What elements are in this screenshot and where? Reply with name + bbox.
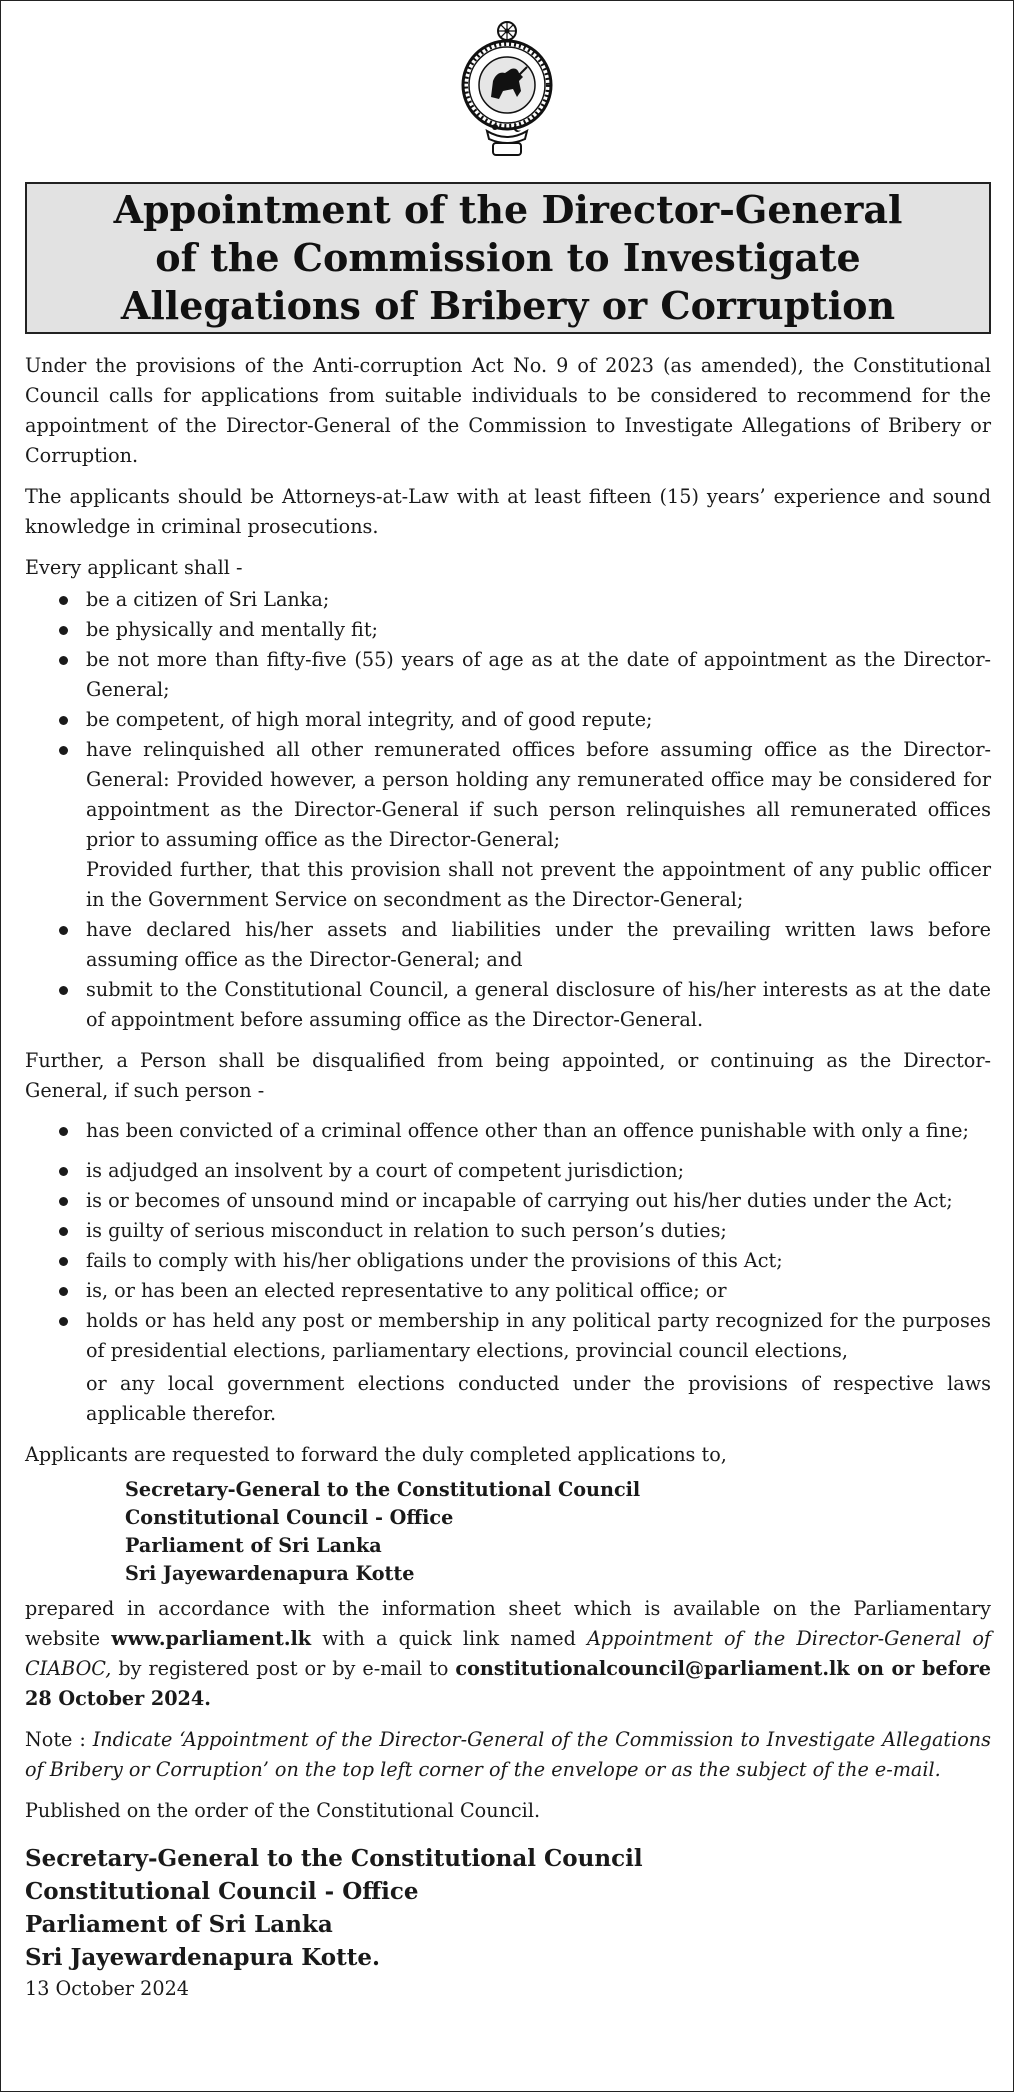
proviso-text: Provided further, that this provision shall not prevent the appointment of any public officer in the Government Service on secondment as the Director-General; [86, 858, 991, 911]
note-paragraph [25, 1725, 991, 1785]
bullet-icon [59, 1167, 68, 1176]
bullet-icon [59, 1257, 68, 1266]
signature-line: Sri Jayewardenapura Kotte. [25, 1944, 380, 1971]
notice-date: 13 October 2024 [25, 1977, 189, 2000]
bullet-icon [59, 1197, 68, 1206]
address-line: Sri Jayewardenapura Kotte [125, 1562, 415, 1585]
title-box [25, 182, 991, 334]
list-item: is guilty of serious misconduct in relation to such person’s duties; [25, 1216, 991, 1246]
qualification-paragraph: The applicants should be Attorneys-at-Law with at least fifteen (15) years’ experience and sound knowledge in criminal prosecutions. [25, 485, 991, 538]
emblem-area [1, 19, 1013, 159]
intro-paragraph: Under the provisions of the Anti-corruption Act No. 9 of 2023 (as amended), the Constitutional Council calls for applications from suitable individuals to be considered to recommend for the appointment of the Director-General of the Commission to Investigate Allegations of Bribery or Corruption. [25, 354, 991, 467]
list-item: has been convicted of a criminal offence other than an offence punishable with only a fine; [25, 1116, 991, 1146]
bullet-icon [59, 626, 68, 635]
address-line: Parliament of Sri Lanka [125, 1534, 382, 1557]
list-item: is, or has been an elected representative to any political office; or [25, 1276, 991, 1306]
requirements-list [25, 585, 991, 1035]
list-item: submit to the Constitutional Council, a general disclosure of his/her interests as at the date of appointment before assuming office as the Director-General. [25, 975, 991, 1035]
bullet-icon [59, 1227, 68, 1236]
quick-link-name: Appointment of the Director-General of CIABOC, [25, 1627, 991, 1680]
bullet-icon [59, 926, 68, 935]
list-item: be not more than fifty-five (55) years of age as at the date of appointment as the Director-General; [25, 645, 991, 705]
forward-paragraph: Applicants are requested to forward the duly completed applications to, [25, 1443, 727, 1466]
published-statement: Published on the order of the Constitutional Council. [25, 1799, 541, 1822]
signature-block [25, 1842, 991, 1974]
signature-line: Secretary-General to the Constitutional Council [25, 1845, 643, 1872]
disqualification-list [25, 1116, 991, 1429]
list-item: fails to comply with his/her obligations under the provisions of this Act; [25, 1246, 991, 1276]
bullet-icon [59, 656, 68, 665]
list-item: be a citizen of Sri Lanka; [25, 585, 991, 615]
instructions-paragraph: prepared in accordance with the information sheet which is available on the Parliamentary website www.parliament.lk with a quick link named Appointment of the Director-General of CIABOC, by registered post or by e-mail to constitutionalcouncil@parliament.lk on or before 28 October 2024. [25, 1597, 991, 1710]
deadline-text: on or before 28 October 2024. [25, 1657, 991, 1710]
email-link[interactable]: constitutionalcouncil@parliament.lk [455, 1657, 850, 1680]
list-item: holds or has held any post or membership in any political party recognized for the purposes of presidential elections, parliamentary elections, provincial council elections, or any local government elections conducted under the provisions of respective laws applicable therefor. [25, 1306, 991, 1429]
list-item: be physically and mentally fit; [25, 615, 991, 645]
list-item: be competent, of high moral integrity, and of good repute; [25, 705, 991, 735]
bullet-icon [59, 716, 68, 725]
address-block [125, 1476, 991, 1588]
requirements-heading: Every applicant shall - [25, 556, 243, 579]
title-line-1: Appointment of the Director-General [113, 187, 903, 232]
list-item: have relinquished all other remunerated offices before assuming office as the Director-General: Provided however, a person holding any remunerated office may be considered for appointment as the Director-General if such person relinquishes all remunerated offices prior to assuming office as the Director-General; Provided further, that this provision shall not prevent the appointment of any public officer in the Government Service on secondment as the Director-General; [25, 735, 991, 915]
signature-line: Parliament of Sri Lanka [25, 1911, 333, 1938]
website-link[interactable]: www.parliament.lk [111, 1627, 312, 1650]
list-item: is adjudged an insolvent by a court of competent jurisdiction; [25, 1156, 991, 1186]
address-line: Secretary-General to the Constitutional Council [125, 1478, 641, 1501]
bullet-icon [59, 596, 68, 605]
list-item: have declared his/her assets and liabilities under the prevailing written laws before assuming office as the Director-General; and [25, 915, 991, 975]
notice-body [25, 351, 991, 2004]
bullet-icon [59, 1127, 68, 1136]
title-line-2: of the Commission to Investigate [155, 235, 861, 280]
note-label: Note : [25, 1728, 93, 1751]
disqualification-continuation: or any local government elections conducted under the provisions of respective laws applicable therefor. [86, 1372, 991, 1425]
bullet-icon [59, 1317, 68, 1326]
bullet-icon [59, 746, 68, 755]
bullet-icon [59, 986, 68, 995]
signature-line: Constitutional Council - Office [25, 1878, 419, 1905]
sri-lanka-emblem-icon [453, 19, 561, 159]
note-text: Indicate ‘Appointment of the Director-General of the Commission to Investigate Allegations of Bribery or Corruption’ on the top left corner of the envelope or as the subject of the e-mail. [25, 1728, 991, 1781]
bullet-icon [59, 1287, 68, 1296]
disqualification-heading: Further, a Person shall be disqualified from being appointed, or continuing as the Director-General, if such person - [25, 1049, 991, 1102]
title-line-3: Allegations of Bribery or Corruption [120, 283, 896, 328]
address-line: Constitutional Council - Office [125, 1506, 454, 1529]
list-item: is or becomes of unsound mind or incapable of carrying out his/her duties under the Act; [25, 1186, 991, 1216]
